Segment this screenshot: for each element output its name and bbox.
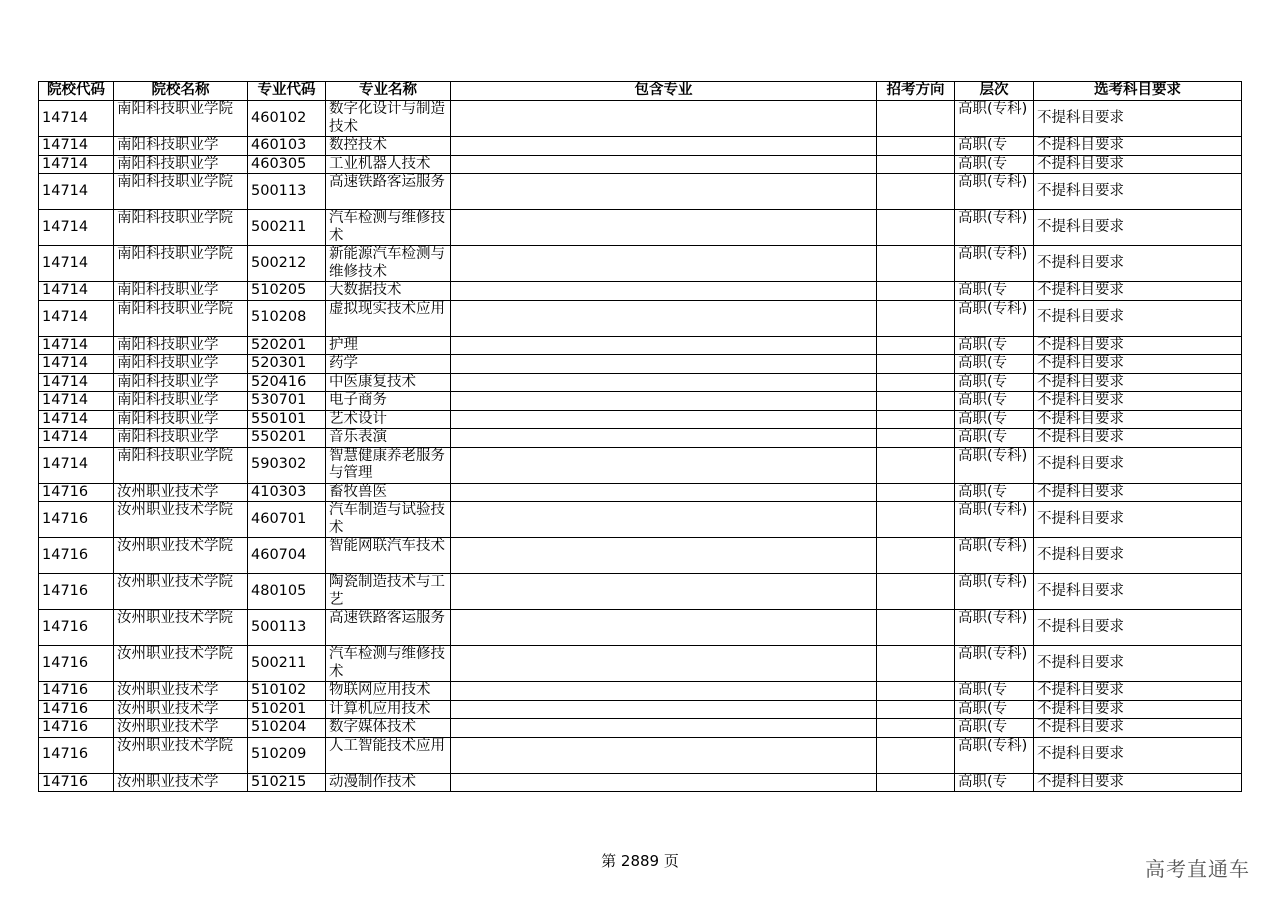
cell-direction [877,773,955,792]
cell-level: 高职(专科) [955,174,1034,210]
cell-subject-requirement: 不提科目要求 [1034,719,1242,738]
cell-direction [877,246,955,282]
cell-subject-requirement: 不提科目要求 [1034,646,1242,682]
cell-subject-requirement: 不提科目要求 [1034,392,1242,411]
cell-included-majors [451,610,877,646]
table-row [39,502,1242,538]
cell-major-name: 艺术设计 [326,410,451,429]
cell-school-name: 南阳科技职业学院 [114,447,248,483]
cell-major-name: 数控技术 [326,137,451,156]
header-level: 层次 [955,82,1034,101]
cell-subject-requirement: 不提科目要求 [1034,373,1242,392]
cell-major-name: 高速铁路客运服务 [326,610,451,646]
cell-direction [877,682,955,701]
cell-major-name: 护理 [326,336,451,355]
cell-subject-requirement: 不提科目要求 [1034,246,1242,282]
cell-school-code: 14714 [39,101,114,137]
cell-direction [877,719,955,738]
cell-major-code: 500212 [248,246,326,282]
table-row [39,610,1242,646]
cell-level: 高职(专 [955,373,1034,392]
table-row [39,174,1242,210]
cell-level: 高职(专 [955,355,1034,374]
table-body [39,101,1242,792]
cell-major-name: 汽车检测与维修技术 [326,646,451,682]
header-row [39,82,1242,101]
cell-subject-requirement: 不提科目要求 [1034,773,1242,792]
cell-major-name: 电子商务 [326,392,451,411]
cell-major-code: 510205 [248,282,326,301]
cell-subject-requirement: 不提科目要求 [1034,174,1242,210]
cell-school-name: 南阳科技职业学院 [114,300,248,336]
cell-school-name: 汝州职业技术学院 [114,610,248,646]
cell-school-name: 汝州职业技术学院 [114,538,248,574]
table-row [39,410,1242,429]
cell-subject-requirement: 不提科目要求 [1034,410,1242,429]
cell-major-code: 500211 [248,210,326,246]
cell-included-majors [451,355,877,374]
cell-included-majors [451,101,877,137]
cell-included-majors [451,155,877,174]
cell-subject-requirement: 不提科目要求 [1034,429,1242,448]
cell-level: 高职(专 [955,336,1034,355]
cell-major-code: 530701 [248,392,326,411]
cell-level: 高职(专科) [955,101,1034,137]
cell-school-name: 南阳科技职业学 [114,355,248,374]
cell-included-majors [451,137,877,156]
cell-school-code: 14716 [39,719,114,738]
cell-school-code: 14714 [39,210,114,246]
cell-included-majors [451,336,877,355]
cell-direction [877,300,955,336]
cell-direction [877,429,955,448]
cell-school-code: 14716 [39,538,114,574]
cell-direction [877,737,955,773]
cell-school-code: 14714 [39,410,114,429]
table-row [39,336,1242,355]
cell-included-majors [451,429,877,448]
cell-subject-requirement: 不提科目要求 [1034,282,1242,301]
cell-school-code: 14716 [39,574,114,610]
cell-level: 高职(专科) [955,574,1034,610]
cell-major-code: 520416 [248,373,326,392]
cell-level: 高职(专科) [955,210,1034,246]
table-row [39,538,1242,574]
table-row [39,682,1242,701]
cell-level: 高职(专 [955,282,1034,301]
table-row [39,574,1242,610]
header-subject-requirement: 选考科目要求 [1034,82,1242,101]
cell-major-code: 500211 [248,646,326,682]
cell-direction [877,483,955,502]
cell-school-name: 南阳科技职业学院 [114,101,248,137]
cell-school-code: 14716 [39,682,114,701]
cell-subject-requirement: 不提科目要求 [1034,737,1242,773]
cell-level: 高职(专科) [955,502,1034,538]
cell-major-name: 物联网应用技术 [326,682,451,701]
cell-included-majors [451,447,877,483]
cell-major-code: 520201 [248,336,326,355]
cell-school-code: 14714 [39,447,114,483]
cell-major-code: 480105 [248,574,326,610]
cell-level: 高职(专科) [955,447,1034,483]
cell-major-name: 动漫制作技术 [326,773,451,792]
cell-level: 高职(专科) [955,538,1034,574]
table-row [39,773,1242,792]
cell-level: 高职(专 [955,773,1034,792]
cell-major-code: 460103 [248,137,326,156]
cell-subject-requirement: 不提科目要求 [1034,155,1242,174]
cell-school-code: 14714 [39,155,114,174]
table-row [39,719,1242,738]
cell-major-code: 510209 [248,737,326,773]
header-major-name: 专业名称 [326,82,451,101]
cell-school-name: 南阳科技职业学 [114,392,248,411]
cell-included-majors [451,410,877,429]
cell-direction [877,410,955,429]
cell-level: 高职(专 [955,429,1034,448]
cell-included-majors [451,502,877,538]
cell-school-name: 汝州职业技术学 [114,682,248,701]
cell-school-name: 汝州职业技术学 [114,719,248,738]
cell-school-code: 14714 [39,300,114,336]
table-row [39,155,1242,174]
cell-level: 高职(专 [955,410,1034,429]
cell-level: 高职(专科) [955,737,1034,773]
cell-direction [877,373,955,392]
cell-major-name: 数字化设计与制造技术 [326,101,451,137]
cell-level: 高职(专 [955,483,1034,502]
cell-subject-requirement: 不提科目要求 [1034,300,1242,336]
table-row [39,355,1242,374]
cell-school-code: 14714 [39,246,114,282]
cell-direction [877,210,955,246]
cell-major-code: 510201 [248,700,326,719]
cell-direction [877,355,955,374]
cell-direction [877,155,955,174]
cell-school-name: 汝州职业技术学院 [114,737,248,773]
cell-major-name: 新能源汽车检测与维修技术 [326,246,451,282]
cell-direction [877,336,955,355]
table-row [39,646,1242,682]
cell-direction [877,502,955,538]
cell-direction [877,610,955,646]
table-row [39,246,1242,282]
cell-major-code: 410303 [248,483,326,502]
table-row [39,392,1242,411]
cell-major-code: 510215 [248,773,326,792]
cell-school-name: 汝州职业技术学 [114,700,248,719]
cell-included-majors [451,392,877,411]
cell-included-majors [451,246,877,282]
cell-direction [877,574,955,610]
table-row [39,447,1242,483]
cell-major-name: 工业机器人技术 [326,155,451,174]
cell-direction [877,137,955,156]
table-row [39,210,1242,246]
cell-school-name: 汝州职业技术学 [114,483,248,502]
cell-included-majors [451,282,877,301]
cell-included-majors [451,373,877,392]
cell-major-code: 460102 [248,101,326,137]
cell-school-code: 14716 [39,700,114,719]
cell-major-name: 畜牧兽医 [326,483,451,502]
cell-major-name: 虚拟现实技术应用 [326,300,451,336]
table-row [39,101,1242,137]
cell-major-name: 数字媒体技术 [326,719,451,738]
cell-included-majors [451,174,877,210]
table-row [39,483,1242,502]
cell-subject-requirement: 不提科目要求 [1034,682,1242,701]
cell-subject-requirement: 不提科目要求 [1034,574,1242,610]
header-school-name: 院校名称 [114,82,248,101]
cell-level: 高职(专 [955,392,1034,411]
cell-level: 高职(专科) [955,246,1034,282]
cell-included-majors [451,719,877,738]
cell-major-name: 人工智能技术应用 [326,737,451,773]
cell-subject-requirement: 不提科目要求 [1034,538,1242,574]
cell-included-majors [451,773,877,792]
cell-major-code: 510204 [248,719,326,738]
cell-major-code: 550101 [248,410,326,429]
cell-subject-requirement: 不提科目要求 [1034,610,1242,646]
cell-school-code: 14716 [39,737,114,773]
cell-subject-requirement: 不提科目要求 [1034,700,1242,719]
cell-subject-requirement: 不提科目要求 [1034,483,1242,502]
watermark: 高考直通车 [1145,857,1250,881]
cell-major-code: 460701 [248,502,326,538]
cell-direction [877,700,955,719]
cell-school-name: 南阳科技职业学院 [114,174,248,210]
cell-level: 高职(专科) [955,610,1034,646]
cell-school-name: 南阳科技职业学 [114,429,248,448]
cell-included-majors [451,483,877,502]
cell-major-name: 汽车检测与维修技术 [326,210,451,246]
cell-school-name: 汝州职业技术学院 [114,502,248,538]
table-row [39,300,1242,336]
cell-direction [877,538,955,574]
cell-major-name: 药学 [326,355,451,374]
cell-included-majors [451,574,877,610]
cell-subject-requirement: 不提科目要求 [1034,355,1242,374]
cell-school-code: 14714 [39,282,114,301]
cell-major-name: 音乐表演 [326,429,451,448]
header-school-code: 院校代码 [39,82,114,101]
cell-major-code: 510208 [248,300,326,336]
cell-school-name: 南阳科技职业学 [114,137,248,156]
cell-subject-requirement: 不提科目要求 [1034,210,1242,246]
cell-included-majors [451,300,877,336]
cell-major-code: 510102 [248,682,326,701]
cell-major-code: 500113 [248,610,326,646]
cell-level: 高职(专科) [955,646,1034,682]
cell-school-name: 汝州职业技术学 [114,773,248,792]
cell-school-code: 14714 [39,392,114,411]
cell-level: 高职(专科) [955,300,1034,336]
cell-included-majors [451,682,877,701]
cell-level: 高职(专 [955,719,1034,738]
cell-major-name: 大数据技术 [326,282,451,301]
cell-subject-requirement: 不提科目要求 [1034,447,1242,483]
cell-major-name: 中医康复技术 [326,373,451,392]
cell-school-code: 14714 [39,336,114,355]
cell-major-name: 陶瓷制造技术与工艺 [326,574,451,610]
cell-included-majors [451,646,877,682]
cell-school-code: 14716 [39,773,114,792]
cell-major-code: 500113 [248,174,326,210]
cell-school-name: 南阳科技职业学院 [114,210,248,246]
cell-school-name: 南阳科技职业学 [114,373,248,392]
cell-school-code: 14714 [39,429,114,448]
cell-school-name: 汝州职业技术学院 [114,646,248,682]
cell-direction [877,646,955,682]
cell-major-code: 520301 [248,355,326,374]
table-row [39,373,1242,392]
cell-major-name: 高速铁路客运服务 [326,174,451,210]
cell-school-name: 南阳科技职业学 [114,336,248,355]
cell-school-code: 14714 [39,174,114,210]
cell-school-code: 14716 [39,646,114,682]
cell-school-name: 汝州职业技术学院 [114,574,248,610]
cell-major-name: 计算机应用技术 [326,700,451,719]
cell-major-name: 汽车制造与试验技术 [326,502,451,538]
cell-major-code: 460704 [248,538,326,574]
cell-included-majors [451,210,877,246]
cell-school-name: 南阳科技职业学 [114,155,248,174]
cell-direction [877,101,955,137]
cell-school-code: 14714 [39,355,114,374]
table-row [39,737,1242,773]
cell-school-code: 14716 [39,483,114,502]
admissions-table [38,81,1242,792]
cell-major-code: 590302 [248,447,326,483]
cell-subject-requirement: 不提科目要求 [1034,137,1242,156]
cell-school-name: 南阳科技职业学院 [114,246,248,282]
cell-major-code: 460305 [248,155,326,174]
cell-major-code: 550201 [248,429,326,448]
header-included-majors: 包含专业 [451,82,877,101]
cell-direction [877,392,955,411]
table-row [39,700,1242,719]
cell-subject-requirement: 不提科目要求 [1034,101,1242,137]
cell-school-name: 南阳科技职业学 [114,410,248,429]
cell-subject-requirement: 不提科目要求 [1034,336,1242,355]
header-direction: 招考方向 [877,82,955,101]
cell-major-name: 智慧健康养老服务与管理 [326,447,451,483]
cell-school-code: 14716 [39,502,114,538]
cell-level: 高职(专 [955,700,1034,719]
cell-school-code: 14714 [39,137,114,156]
header-major-code: 专业代码 [248,82,326,101]
cell-included-majors [451,700,877,719]
cell-level: 高职(专 [955,155,1034,174]
cell-subject-requirement: 不提科目要求 [1034,502,1242,538]
page-number: 第 2889 页 [601,852,679,870]
cell-school-code: 14716 [39,610,114,646]
table-row [39,282,1242,301]
cell-level: 高职(专 [955,682,1034,701]
cell-school-code: 14714 [39,373,114,392]
cell-school-name: 南阳科技职业学 [114,282,248,301]
cell-direction [877,447,955,483]
cell-direction [877,174,955,210]
cell-direction [877,282,955,301]
cell-level: 高职(专 [955,137,1034,156]
cell-major-name: 智能网联汽车技术 [326,538,451,574]
cell-included-majors [451,737,877,773]
table-row [39,137,1242,156]
cell-included-majors [451,538,877,574]
table-row [39,429,1242,448]
